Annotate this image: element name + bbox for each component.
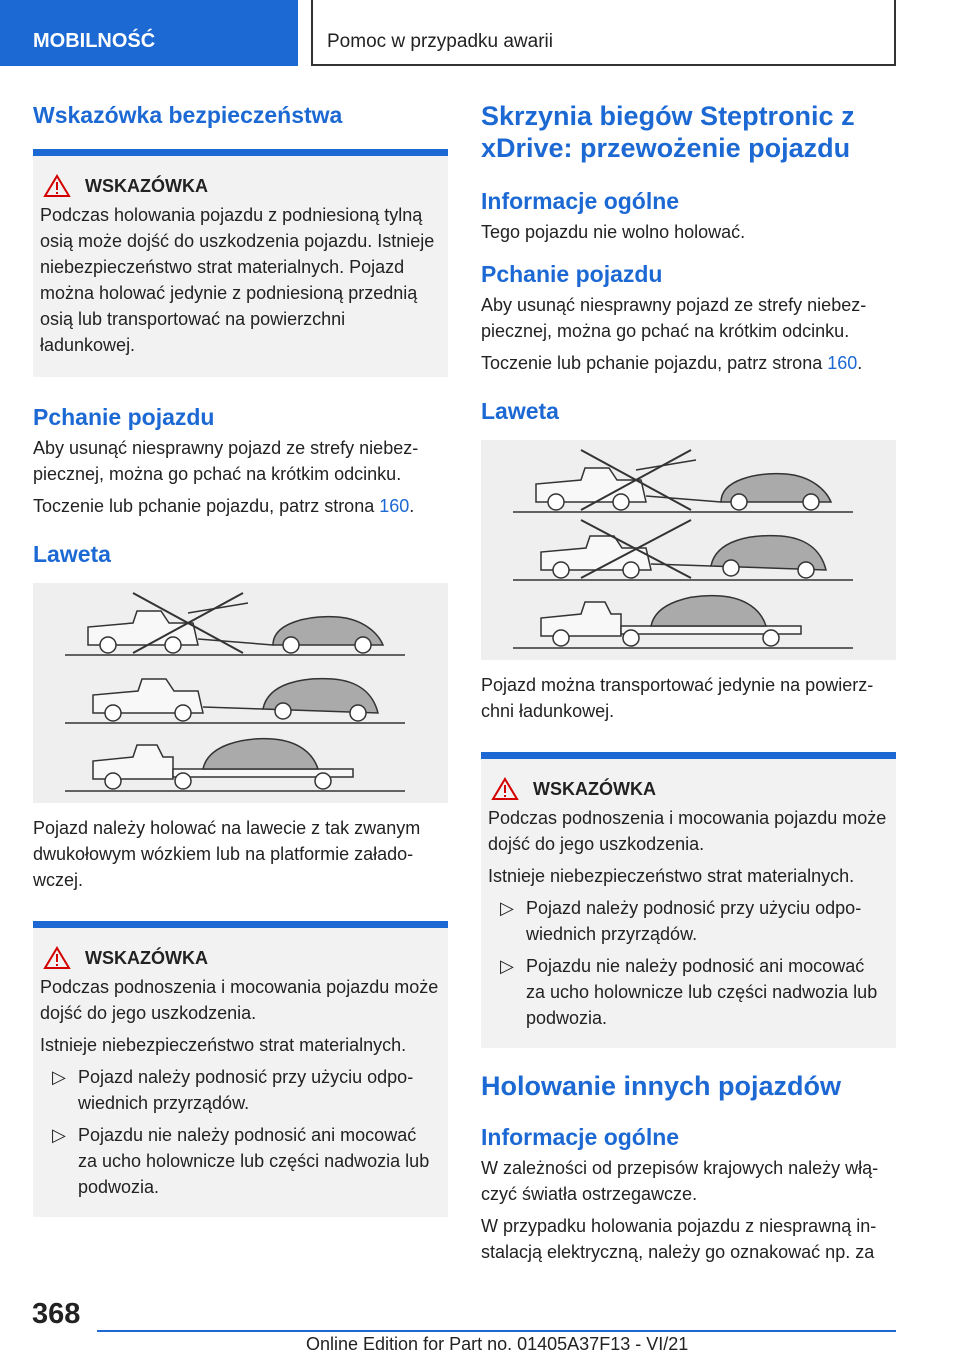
- triangle-right-icon: ▷: [500, 898, 514, 918]
- tow-trucks-illustration-right: [481, 440, 896, 660]
- warning-text-right-a: Podczas podnoszenia i mocowania pojazdu może dojść do jego uszkodzenia.: [488, 808, 887, 854]
- general-text: Tego pojazdu nie wolno holować.: [481, 222, 746, 242]
- warning-bullet-text-2: Pojazdu nie należy podnosić ani mocować za ucho holownicze lub części nadwozia lub podwozia.: [78, 1125, 430, 1197]
- footer-divider: [97, 1330, 896, 1332]
- tow-illustration: [33, 583, 448, 803]
- page-header: [0, 0, 960, 66]
- edition-note: Online Edition for Part no. 01405A37F13 - VI/21: [306, 1334, 689, 1354]
- main-heading: Skrzynia biegów Steptronic z xDrive: przewożenie pojazdu: [481, 101, 855, 163]
- warning-bullet-text-1: Pojazd należy podnosić przy użyciu odpowiednich przyrządów.: [78, 1067, 414, 1113]
- safety-heading: Wskazówka bezpieczeństwa: [33, 102, 343, 128]
- warning-box-2: [33, 921, 448, 1217]
- left-column: [33, 100, 448, 1217]
- page-number: 368: [32, 1298, 81, 1330]
- chapter-title: Pomoc w przypadku awarii: [311, 0, 896, 66]
- warning-text: Podczas holowania pojazdu z podniesioną tylną osią może dojść do uszkodzenia pojazdu. Istnieje niebezpieczeństwo strat materialnych. Pojazd można holować jedynie z podniesioną przednią osią lub transportować na powierzchni ładunkowej.: [40, 205, 435, 355]
- warning-title-2: WSKAZÓWKA: [85, 947, 208, 968]
- push-reference-end-right: .: [857, 353, 863, 373]
- page-link-160[interactable]: 160: [379, 496, 410, 516]
- warning-bullet-text-right-2: Pojazdu nie należy podnosić ani mocować za ucho holownicze lub części nadwozia lub podwozia.: [526, 956, 878, 1028]
- warning-box-right: [481, 752, 896, 1048]
- tow-text: Pojazd należy holować na lawecie z tak zwanym dwukołowym wózkiem lub na platformie załadowczej.: [33, 818, 421, 890]
- triangle-right-icon: ▷: [52, 1125, 66, 1145]
- tow-trucks-illustration: [33, 583, 448, 803]
- warning-bullet-1: [40, 1064, 440, 1116]
- push-text-right: Aby usunąć niesprawny pojazd ze strefy niebezpiecznej, można go pchać na krótkim odcinku.: [481, 295, 867, 341]
- push-heading: Pchanie pojazdu: [33, 404, 215, 430]
- tow-text-right: Pojazd można transportować jedynie na powierzchni ładunkowej.: [481, 675, 874, 721]
- warning-header: [43, 174, 440, 198]
- tow-illustration-right: [481, 440, 896, 660]
- warning-text-right-b: Istnieje niebezpieczeństwo strat materialnych.: [488, 866, 855, 886]
- warning-header-2: [43, 946, 440, 970]
- push-reference-text: Toczenie lub pchanie pojazdu, patrz strona: [33, 496, 380, 516]
- tow-heading-right: Laweta: [481, 398, 559, 424]
- warning-text-2b: Istnieje niebezpieczeństwo strat materialnych.: [40, 1035, 407, 1055]
- push-reference-right: [481, 350, 896, 376]
- other-general-heading: Informacje ogólne: [481, 1124, 680, 1150]
- warning-header-right: [491, 777, 888, 801]
- right-column: [481, 100, 896, 1265]
- page-link-160-right[interactable]: 160: [827, 353, 858, 373]
- general-heading: Informacje ogólne: [481, 188, 680, 214]
- section-tab: MOBILNOŚĆ: [0, 0, 298, 66]
- warning-text-2a: Podczas podnoszenia i mocowania pojazdu może dojść do jego uszkodzenia.: [40, 977, 439, 1023]
- warning-title-right: WSKAZÓWKA: [533, 778, 656, 799]
- push-reference-text-right: Toczenie lub pchanie pojazdu, patrz strona: [481, 353, 828, 373]
- warning-triangle-icon: [43, 946, 71, 970]
- warning-bullet-2: [40, 1122, 440, 1200]
- warning-bullet-text-right-1: Pojazd należy podnosić przy użyciu odpowiednich przyrządów.: [526, 898, 862, 944]
- push-heading-right: Pchanie pojazdu: [481, 261, 663, 287]
- warning-box: [33, 149, 448, 377]
- warning-title: WSKAZÓWKA: [85, 175, 208, 196]
- tow-heading: Laweta: [33, 541, 111, 567]
- triangle-right-icon: ▷: [52, 1067, 66, 1087]
- triangle-right-icon: ▷: [500, 956, 514, 976]
- push-reference-end: .: [409, 496, 415, 516]
- other-text-1: W zależności od przepisów krajowych należy włączyć światła ostrzegawcze.: [481, 1158, 879, 1204]
- other-vehicles-heading: Holowanie innych pojazdów: [481, 1071, 842, 1101]
- other-text-2: W przypadku holowania pojazdu z niesprawną instalacją elektryczną, należy go oznakować np. za: [481, 1216, 877, 1262]
- warning-triangle-icon: [43, 174, 71, 198]
- warning-bullet-right-2: [488, 953, 888, 1031]
- warning-triangle-icon: [491, 777, 519, 801]
- warning-bullet-right-1: [488, 895, 888, 947]
- push-text: Aby usunąć niesprawny pojazd ze strefy niebezpiecznej, można go pchać na krótkim odcinku.: [33, 438, 419, 484]
- push-reference: [33, 493, 448, 519]
